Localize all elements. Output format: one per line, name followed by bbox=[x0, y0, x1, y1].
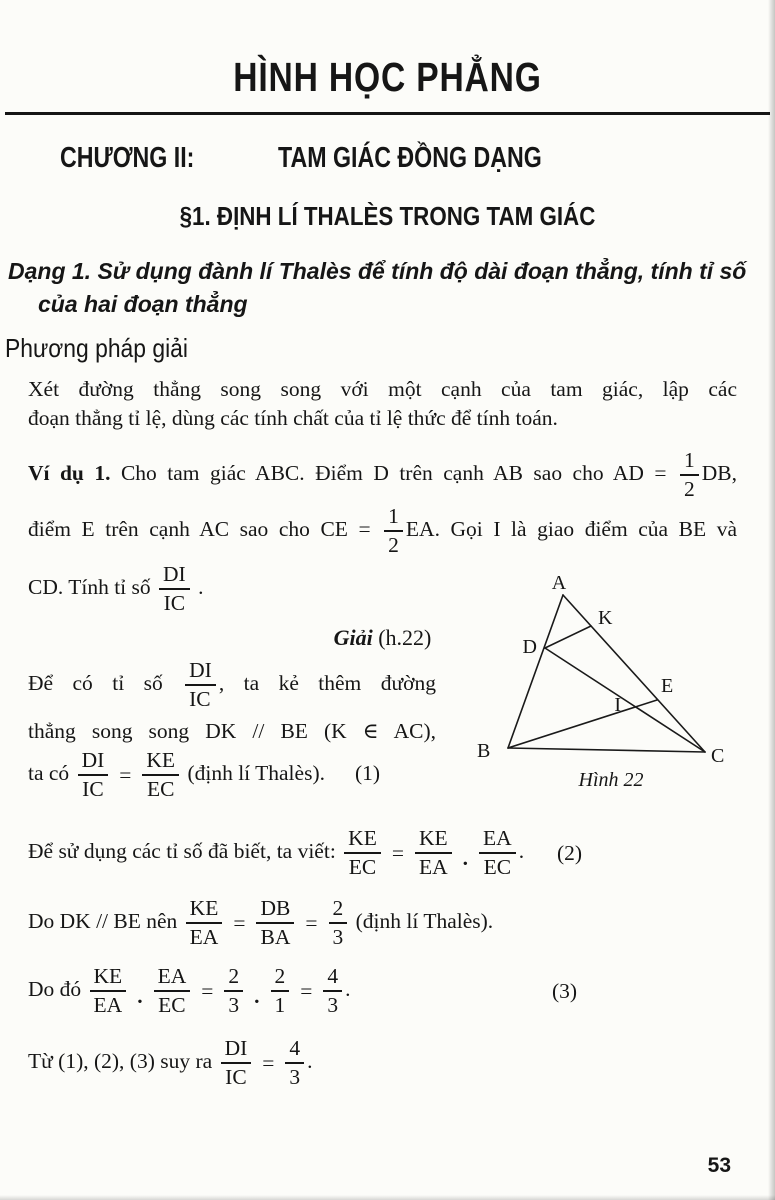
problem-type-heading bbox=[0, 255, 775, 321]
text-run: . bbox=[518, 838, 525, 863]
fraction-numerator: 1 bbox=[684, 448, 695, 472]
text-run: DB, bbox=[701, 460, 737, 485]
point-label-K: K bbox=[598, 607, 613, 629]
fraction-denominator: BA bbox=[256, 922, 294, 949]
multiplication-dot: . bbox=[137, 984, 143, 1008]
fraction-numerator: DI bbox=[163, 562, 186, 586]
fraction bbox=[90, 965, 127, 1017]
fraction-denominator: 1 bbox=[271, 990, 290, 1017]
fraction bbox=[78, 749, 109, 801]
fraction-numerator: DI bbox=[81, 748, 105, 772]
problem-type-line1: Dạng 1. Sử dụng đành lí Thalès để tính độ dài đoạn thẳng, tính tỉ số bbox=[8, 258, 747, 284]
fraction bbox=[159, 563, 190, 615]
operator: = bbox=[300, 979, 313, 1003]
multiplication-dot: . bbox=[254, 984, 260, 1008]
text-run: EA. Gọi I là giao điểm của BE và bbox=[405, 516, 737, 541]
point-label-D: D bbox=[522, 636, 537, 658]
fraction-numerator: 1 bbox=[388, 504, 399, 528]
solution-line-3 bbox=[0, 749, 474, 801]
equation-3-line bbox=[0, 965, 775, 1017]
title-divider bbox=[5, 112, 770, 115]
fraction bbox=[256, 897, 294, 949]
text-run: Do DK // BE nên bbox=[28, 908, 183, 933]
fraction-denominator: IC bbox=[221, 1062, 252, 1089]
solution-line-1 bbox=[0, 659, 474, 711]
vertex-label-A: A bbox=[551, 572, 567, 594]
example-line-2 bbox=[0, 505, 775, 557]
segment-BE bbox=[508, 700, 657, 748]
text-run: , ta kẻ thêm đường bbox=[218, 670, 436, 695]
vertex-label-B: B bbox=[477, 740, 491, 762]
fraction-denominator: 2 bbox=[384, 530, 403, 557]
equation-number: (3) bbox=[552, 979, 578, 1003]
section-title: §1. ĐỊNH LÍ THALÈS TRONG TAM GIÁC bbox=[179, 201, 596, 231]
text-run: . bbox=[307, 1048, 313, 1073]
fraction bbox=[680, 449, 699, 501]
fraction-numerator: 4 bbox=[327, 964, 339, 988]
fraction-denominator: 3 bbox=[224, 990, 243, 1017]
text-run: (h.22) bbox=[372, 625, 432, 650]
text-run: (định lí Thalès). bbox=[350, 908, 494, 933]
segment-BC bbox=[508, 748, 705, 752]
equation-2-line bbox=[0, 827, 775, 879]
text-run: điểm E trên cạnh AC sao cho CE = bbox=[28, 516, 382, 541]
method-paragraph-line1: Xét đường thẳng song song với một cạnh của tam giác, lập các bbox=[28, 377, 737, 401]
fraction bbox=[142, 749, 179, 801]
fraction-denominator: 3 bbox=[329, 922, 348, 949]
fraction-denominator: IC bbox=[78, 774, 109, 801]
method-label: Phương pháp giải bbox=[5, 333, 188, 363]
text-run: . bbox=[192, 574, 204, 599]
fraction bbox=[185, 659, 216, 711]
chapter-heading bbox=[0, 141, 775, 175]
fraction-denominator: 2 bbox=[680, 474, 699, 501]
fraction bbox=[154, 965, 191, 1017]
fraction-numerator: DI bbox=[189, 658, 212, 682]
fraction-numerator: KE bbox=[189, 896, 219, 920]
conclusion-line bbox=[0, 1037, 775, 1089]
fraction-numerator: EA bbox=[157, 964, 187, 988]
equation-number: (1) bbox=[354, 760, 381, 785]
chapter-label: CHƯƠNG II: bbox=[60, 142, 195, 174]
bold-italic-run: Giải bbox=[333, 625, 373, 650]
fraction-numerator: KE bbox=[93, 964, 123, 988]
text-run: (định lí Thalès). bbox=[182, 760, 325, 785]
geometry-figure bbox=[473, 570, 775, 802]
method-paragraph-line2: đoạn thẳng tỉ lệ, dùng các tính chất của tỉ lệ thức để tính toán. bbox=[28, 406, 558, 430]
point-label-E: E bbox=[661, 675, 674, 697]
operator: = bbox=[201, 979, 214, 1003]
fraction-numerator: DB bbox=[260, 896, 291, 920]
operator: = bbox=[391, 841, 404, 865]
operator: = bbox=[262, 1051, 275, 1075]
text-run: CD. Tính tỉ số bbox=[28, 574, 157, 599]
page-number: 53 bbox=[707, 1154, 731, 1177]
segment-AB bbox=[508, 595, 563, 748]
segment-DK bbox=[545, 626, 591, 648]
example-line-1 bbox=[0, 449, 775, 501]
text-run: Để có tỉ số bbox=[28, 670, 183, 695]
equation-number: (2) bbox=[557, 841, 583, 865]
fraction-denominator: 3 bbox=[285, 1062, 304, 1089]
fraction-denominator: IC bbox=[185, 684, 216, 711]
solution-line-2 bbox=[0, 715, 474, 747]
fraction-denominator: EC bbox=[479, 852, 516, 879]
fraction-denominator: EC bbox=[154, 990, 191, 1017]
page-title: HÌNH HỌC PHẲNG bbox=[233, 54, 542, 100]
method-paragraph bbox=[0, 375, 775, 433]
fraction-denominator: EC bbox=[142, 774, 179, 801]
fraction bbox=[285, 1037, 304, 1089]
operator: = bbox=[305, 911, 318, 935]
chapter-title: TAM GIÁC ĐỒNG DẠNG bbox=[278, 142, 542, 174]
operator: = bbox=[119, 763, 132, 787]
fraction-numerator: 2 bbox=[274, 964, 286, 988]
figure-caption: Hình 22 bbox=[578, 769, 644, 791]
vertex-label-C: C bbox=[711, 745, 725, 767]
text-run: thẳng song song DK // BE (K ∈ AC), bbox=[28, 719, 436, 743]
problem-type-line2: của hai đoạn thẳng bbox=[38, 291, 248, 317]
fraction bbox=[186, 897, 223, 949]
fraction bbox=[224, 965, 243, 1017]
text-run: ta có bbox=[28, 760, 75, 785]
fraction-denominator: EC bbox=[344, 852, 381, 879]
fraction bbox=[221, 1037, 252, 1089]
fraction-denominator: 3 bbox=[323, 990, 342, 1017]
equation-ratio-line bbox=[0, 897, 775, 949]
fraction-numerator: 2 bbox=[332, 896, 344, 920]
fraction bbox=[479, 827, 516, 879]
point-label-I: I bbox=[614, 694, 621, 716]
fraction-numerator: 4 bbox=[289, 1036, 301, 1060]
multiplication-dot: . bbox=[462, 846, 469, 870]
text-run: . bbox=[345, 976, 351, 1001]
fraction-denominator: IC bbox=[159, 588, 190, 615]
fraction bbox=[323, 965, 342, 1017]
fraction-denominator: EA bbox=[415, 852, 452, 879]
text-run: Cho tam giác ABC. Điểm D trên cạnh AB sao cho AD = bbox=[110, 460, 677, 485]
fraction-denominator: EA bbox=[90, 990, 127, 1017]
bold-run: Ví dụ 1. bbox=[28, 460, 111, 485]
fraction-numerator: KE bbox=[418, 826, 448, 850]
fraction bbox=[415, 827, 452, 879]
fraction-numerator: DI bbox=[224, 1036, 248, 1060]
text-run: Để sử dụng các tỉ số đã biết, ta viết: bbox=[28, 838, 342, 863]
fraction bbox=[344, 827, 381, 879]
text-run: Từ (1), (2), (3) suy ra bbox=[28, 1048, 218, 1073]
triangle-diagram bbox=[473, 570, 775, 802]
fraction-numerator: EA bbox=[483, 826, 512, 850]
fraction-numerator: 2 bbox=[228, 964, 240, 988]
fraction bbox=[384, 505, 403, 557]
text-run: Do đó bbox=[28, 976, 87, 1001]
fraction bbox=[271, 965, 290, 1017]
scan-edge-shadow-bottom bbox=[0, 1195, 775, 1200]
operator: = bbox=[233, 911, 246, 935]
fraction-denominator: EA bbox=[186, 922, 223, 949]
fraction-numerator: KE bbox=[146, 748, 176, 772]
scan-edge-shadow-right bbox=[768, 0, 775, 1200]
fraction-numerator: KE bbox=[348, 826, 377, 850]
fraction bbox=[329, 897, 348, 949]
